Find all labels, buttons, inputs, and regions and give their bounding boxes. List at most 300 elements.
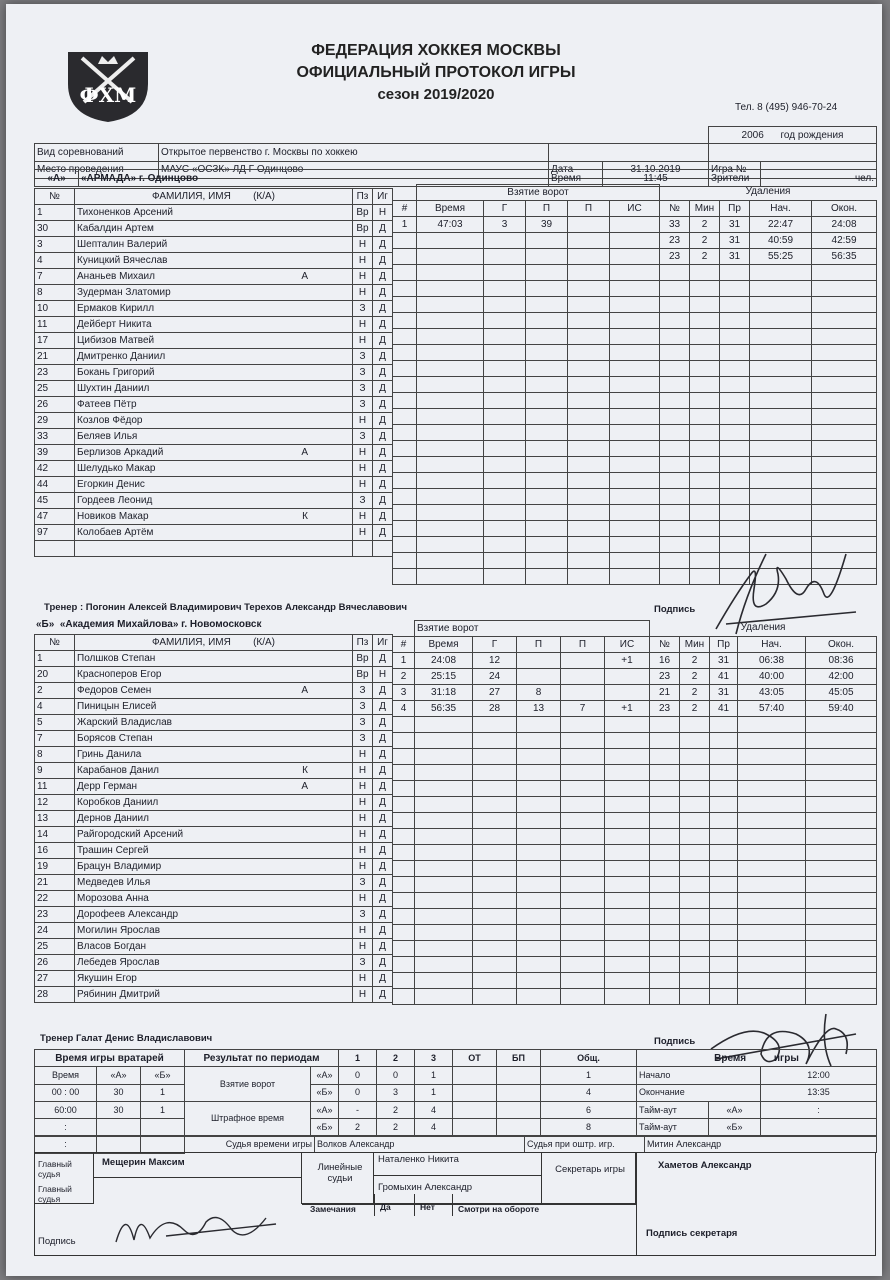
roster-row: [35, 795, 393, 811]
penalty-minutes: [690, 360, 720, 376]
player-name-text: Карабанов Данил: [77, 765, 160, 776]
player-position: Н: [353, 269, 373, 285]
goal-number: [393, 313, 417, 329]
roster-row: [35, 397, 393, 413]
goal-row: [393, 861, 650, 877]
player-position: Н: [353, 939, 373, 955]
goal-situation: [605, 685, 650, 701]
goal-assist-2: [568, 217, 610, 233]
penalty-end: [806, 764, 877, 780]
penalty-reason: 31: [710, 684, 738, 700]
player-name: [75, 683, 353, 699]
player-role: К: [302, 511, 308, 522]
goal-time: [417, 265, 484, 281]
goal-time: [415, 893, 473, 909]
penalty-reason: [720, 424, 750, 440]
goal-number: [393, 345, 417, 361]
penalty-minutes: [680, 908, 710, 924]
penalty-end: [812, 328, 877, 344]
penalty-minutes: 2: [690, 216, 720, 232]
penalty-minutes: 2: [680, 700, 710, 716]
goal-assist-1: [526, 377, 568, 393]
penalty-number: [660, 344, 690, 360]
player-name-text: Тихоненков Арсений: [77, 207, 173, 218]
goal-assist-1: [526, 393, 568, 409]
player-name-text: Шелудько Макар: [77, 463, 156, 474]
goal-number: [393, 957, 415, 973]
penalty-row: [650, 668, 877, 684]
player-name-text: Трашин Сергей: [77, 845, 149, 856]
goal-situation: [610, 217, 660, 233]
goal-assist-2: [568, 553, 610, 569]
player-number: 3: [35, 237, 75, 253]
goal-number: [393, 989, 415, 1005]
roster-row: [35, 923, 393, 939]
player-played: Д: [373, 891, 393, 907]
penalty-minutes: [680, 780, 710, 796]
goal-assist-2: [568, 489, 610, 505]
goal-number: [393, 973, 415, 989]
penalty-row: [650, 812, 877, 828]
penalty-minutes: 2: [690, 248, 720, 264]
penalty-end: [812, 488, 877, 504]
goal-assist-2: [561, 765, 605, 781]
player-role: К: [302, 765, 308, 776]
roster-row: [35, 907, 393, 923]
penalty-end: [812, 296, 877, 312]
period-2-col: 2: [377, 1050, 415, 1067]
player-position: Н: [353, 795, 373, 811]
goal-row: [393, 425, 660, 441]
player-name-text: Брацун Владимир: [77, 861, 162, 872]
penalty-row: [650, 988, 877, 1004]
player-position: Н: [353, 525, 373, 541]
goal-row: [393, 345, 660, 361]
season-title: сезон 2019/2020: [377, 86, 495, 103]
goal-number: [393, 765, 415, 781]
player-name: [75, 205, 353, 221]
goal-time: [417, 553, 484, 569]
penalty-row: [660, 344, 877, 360]
penalty-number: [650, 892, 680, 908]
player-name: [75, 667, 353, 683]
goal-scorer: [484, 329, 526, 345]
roster-row: [35, 461, 393, 477]
penalty-start: [738, 860, 806, 876]
penalty-end: 42:00: [806, 668, 877, 684]
penalty-number: [650, 876, 680, 892]
player-played: Н: [373, 667, 393, 683]
player-name: [75, 811, 353, 827]
penalty-reason: [710, 812, 738, 828]
col-position: Пз: [353, 189, 373, 205]
goal-scorer: [484, 281, 526, 297]
penalty-number: [660, 280, 690, 296]
goal-time: [417, 569, 484, 585]
penalty-minutes: [690, 504, 720, 520]
roster-row: [35, 445, 393, 461]
goal-assist-1: [517, 749, 561, 765]
penalty-start: [750, 424, 812, 440]
player-position: Н: [353, 747, 373, 763]
player-position: З: [353, 715, 373, 731]
player-position: З: [353, 349, 373, 365]
goal-assist-2: [568, 425, 610, 441]
team-a-roster: [34, 188, 393, 557]
player-name-text: Колобаев Артём: [77, 527, 154, 538]
player-played: Д: [373, 493, 393, 509]
goal-assist-2: [561, 653, 605, 669]
goal-assist-1: [517, 893, 561, 909]
goal-assist-1: [526, 569, 568, 585]
penalty-minutes: [680, 796, 710, 812]
goal-row: [393, 829, 650, 845]
player-name-text: Дерр Герман: [77, 781, 138, 792]
player-number: 24: [35, 923, 75, 939]
goal-scorer: [473, 813, 517, 829]
penalty-start: [750, 296, 812, 312]
player-played: Д: [373, 971, 393, 987]
goal-time: [415, 925, 473, 941]
penalty-row: [660, 264, 877, 280]
competition-value: Открытое первенство г. Москвы по хоккею: [159, 144, 549, 161]
penalty-row: [660, 280, 877, 296]
roster-row: [35, 939, 393, 955]
penalty-reason: 41: [710, 700, 738, 716]
goal-number: [393, 941, 415, 957]
penalty-end: [812, 344, 877, 360]
goal-assist-2: [561, 989, 605, 1005]
goal-time: [417, 457, 484, 473]
date-label: Дата: [549, 161, 603, 178]
penalty-start: [738, 940, 806, 956]
goal-time: 24:08: [415, 653, 473, 669]
roster-row: [35, 715, 393, 731]
goal-assist-2: [568, 393, 610, 409]
player-position: Н: [353, 987, 373, 1003]
goal-assist-2: [568, 297, 610, 313]
penalty-reason: [720, 488, 750, 504]
goal-assist-2: [568, 233, 610, 249]
team-b-signature-label: Подпись: [654, 1036, 696, 1047]
goal-scorer: [484, 345, 526, 361]
player-name-text: Егоркин Денис: [77, 479, 145, 490]
player-name: [75, 955, 353, 971]
penalty-end: [806, 860, 877, 876]
goal-situation: [610, 473, 660, 489]
player-name: [75, 317, 353, 333]
penalty-reason: [710, 940, 738, 956]
goal-assist-1: [526, 281, 568, 297]
goal-time: [415, 797, 473, 813]
roster-row: [35, 779, 393, 795]
team-a-coach: Тренер : Погонин Алексей Владимирович Терехов Александр Вячеславович: [44, 602, 407, 613]
goalie-time-row: [35, 1102, 185, 1119]
goal-assist-2: [568, 569, 610, 585]
col-pen-reason-b: Пр: [710, 636, 738, 652]
player-played: Д: [373, 651, 393, 667]
player-name: [75, 253, 353, 269]
penalty-start: 57:40: [738, 700, 806, 716]
goal-time: [417, 489, 484, 505]
penalty-number: [650, 988, 680, 1004]
penalty-row: [660, 248, 877, 264]
goal-situation: [610, 409, 660, 425]
penalty-number: [660, 488, 690, 504]
player-name-text: Красноперов Егор: [77, 669, 162, 680]
goal-assist-1: [526, 457, 568, 473]
player-role: А: [301, 781, 308, 792]
player-position: Н: [353, 253, 373, 269]
goal-situation: [605, 765, 650, 781]
player-number: 21: [35, 875, 75, 891]
player-name-text: Шухтин Даниил: [77, 383, 150, 394]
penalty-number: [650, 860, 680, 876]
player-played: Д: [373, 763, 393, 779]
goal-row: [393, 313, 660, 329]
penalty-end: [812, 424, 877, 440]
player-number: 1: [35, 651, 75, 667]
penalty-start: [738, 828, 806, 844]
player-name: [75, 509, 353, 525]
period-total-col: Общ.: [541, 1050, 637, 1067]
pim-b-p1: 2: [339, 1119, 377, 1136]
col-pen-end-b: Окон.: [806, 636, 877, 652]
goal-scorer: [473, 989, 517, 1005]
player-name-text: Борясов Степан: [77, 733, 153, 744]
goal-number: [393, 893, 415, 909]
penalty-start: [738, 780, 806, 796]
player-name: [75, 429, 353, 445]
goals-row-label: Взятие ворот: [185, 1067, 311, 1102]
goal-time: [415, 941, 473, 957]
goal-row: [393, 377, 660, 393]
goalie-time-row: [35, 1084, 185, 1101]
player-position: Н: [353, 285, 373, 301]
goal-assist-2: [568, 505, 610, 521]
player-name: [75, 651, 353, 667]
penalty-reason: [720, 360, 750, 376]
player-number: 33: [35, 429, 75, 445]
penalty-number: [660, 552, 690, 568]
goal-assist-2: [561, 829, 605, 845]
goal-row: [393, 537, 660, 553]
col-goal-number-b: #: [393, 637, 415, 653]
goal-situation: [610, 569, 660, 585]
goal-row: [393, 441, 660, 457]
penalty-number: [660, 520, 690, 536]
col-name: ФАМИЛИЯ, ИМЯ (К/А): [75, 189, 353, 205]
penalty-minutes: [690, 296, 720, 312]
penalty-minutes: [690, 344, 720, 360]
goal-scorer: [484, 409, 526, 425]
penalty-row: [650, 972, 877, 988]
col-assist-1-b: П: [517, 637, 561, 653]
player-name: [75, 859, 353, 875]
penalty-minutes: 2: [680, 684, 710, 700]
pim-a-p1: -: [339, 1102, 377, 1119]
player-position: З: [353, 731, 373, 747]
player-position: Н: [353, 477, 373, 493]
player-position: Вр: [353, 221, 373, 237]
period-so-col: БП: [497, 1050, 541, 1067]
goal-row: [393, 973, 650, 989]
penalty-end: 08:36: [806, 652, 877, 668]
penalty-row: [650, 876, 877, 892]
player-name: [75, 397, 353, 413]
goals-a-p2: 0: [377, 1067, 415, 1084]
pim-b-total: 8: [541, 1119, 637, 1136]
goals-b-p3: 1: [415, 1084, 453, 1101]
player-number: 2: [35, 683, 75, 699]
player-name: [75, 891, 353, 907]
player-name: [75, 477, 353, 493]
penalty-number: [650, 812, 680, 828]
roster-row: [35, 859, 393, 875]
pim-a-p3: 4: [415, 1102, 453, 1119]
timeout-a-team: «А»: [709, 1102, 761, 1119]
penalty-number: [650, 972, 680, 988]
player-number: 26: [35, 397, 75, 413]
goal-situation: [605, 733, 650, 749]
penalty-start: [750, 344, 812, 360]
penalty-number: [650, 732, 680, 748]
player-position: Н: [353, 461, 373, 477]
goal-time: [415, 861, 473, 877]
player-name-text: Власов Богдан: [77, 941, 147, 952]
penalty-minutes: [680, 988, 710, 1004]
penalty-number: [650, 748, 680, 764]
pim-b-p3: 4: [415, 1119, 453, 1136]
goal-time: [415, 813, 473, 829]
col-pen-start: Нач.: [750, 200, 812, 216]
team-b-coach: Тренер Галат Денис Владиславович: [40, 1033, 213, 1044]
goal-assist-1: [517, 797, 561, 813]
goal-situation: [610, 249, 660, 265]
goal-assist-1: [526, 233, 568, 249]
penalty-end: [812, 280, 877, 296]
player-played: Д: [373, 285, 393, 301]
goals-b-p1: 0: [339, 1084, 377, 1101]
goal-number: [393, 845, 415, 861]
main-ref-name-1: Мещерин Максим: [102, 1157, 185, 1168]
player-played: Д: [373, 843, 393, 859]
goals-a-total: 1: [541, 1067, 637, 1084]
player-name-text: Морозова Анна: [77, 893, 149, 904]
roster-row: [35, 987, 393, 1003]
penalty-number: [660, 472, 690, 488]
penalty-judge-name: Митин Александр: [645, 1136, 877, 1153]
goal-scorer: [473, 877, 517, 893]
player-number: 42: [35, 461, 75, 477]
penalty-number: 23: [650, 668, 680, 684]
roster-row: [35, 429, 393, 445]
goal-number: [393, 781, 415, 797]
goal-assist-2: [561, 685, 605, 701]
player-name: [75, 699, 353, 715]
goal-assist-2: [568, 521, 610, 537]
player-name-text: Якушин Егор: [77, 973, 137, 984]
penalty-number: 21: [650, 684, 680, 700]
goal-assist-1: [526, 553, 568, 569]
player-played: Д: [373, 747, 393, 763]
goal-number: [393, 473, 417, 489]
goal-assist-1: [517, 669, 561, 685]
penalty-row: [660, 424, 877, 440]
goal-assist-2: [568, 313, 610, 329]
penalty-row: [660, 504, 877, 520]
penalty-minutes: [690, 456, 720, 472]
penalty-minutes: [690, 264, 720, 280]
player-name: [75, 221, 353, 237]
penalty-minutes: [690, 328, 720, 344]
goal-number: [393, 877, 415, 893]
main-ref-label-1: Главный судья: [38, 1159, 72, 1179]
player-number: 23: [35, 907, 75, 923]
goal-time: [417, 361, 484, 377]
goal-assist-2: [568, 249, 610, 265]
goal-assist-1: [517, 765, 561, 781]
player-position: З: [353, 907, 373, 923]
penalty-start: [750, 280, 812, 296]
pim-team-b-label: «Б»: [311, 1119, 339, 1136]
goal-assist-1: [517, 813, 561, 829]
penalty-reason: [720, 328, 750, 344]
player-name: [75, 971, 353, 987]
goal-scorer: [484, 457, 526, 473]
player-number: 29: [35, 413, 75, 429]
player-number: 20: [35, 667, 75, 683]
penalty-minutes: [690, 488, 720, 504]
goal-assist-1: [517, 829, 561, 845]
penalty-start: [738, 956, 806, 972]
penalty-start: [738, 812, 806, 828]
goal-time: 47:03: [417, 217, 484, 233]
goal-time: [417, 313, 484, 329]
goal-assist-2: [561, 893, 605, 909]
penalty-reason: [720, 440, 750, 456]
penalty-reason: [720, 504, 750, 520]
player-name: [75, 381, 353, 397]
time-label: Время: [549, 170, 603, 187]
penalty-minutes: [690, 376, 720, 392]
player-number: 27: [35, 971, 75, 987]
penalty-end: [812, 392, 877, 408]
player-played: Д: [373, 365, 393, 381]
penalty-number: 23: [660, 248, 690, 264]
player-position: Вр: [353, 205, 373, 221]
player-number: 47: [35, 509, 75, 525]
penalty-row: [660, 392, 877, 408]
goalie-time-col: Время: [35, 1067, 97, 1084]
player-number: 4: [35, 253, 75, 269]
penalty-number: 33: [660, 216, 690, 232]
penalty-start: [750, 312, 812, 328]
penalty-start: [738, 748, 806, 764]
player-name-text: Коробков Даниил: [77, 797, 159, 808]
player-name: [75, 461, 353, 477]
penalty-end: [812, 360, 877, 376]
secretary-sign-label: Подпись секретаря: [646, 1228, 738, 1239]
roster-row: [35, 413, 393, 429]
penalty-start: [738, 732, 806, 748]
player-number: 39: [35, 445, 75, 461]
player-number: 13: [35, 811, 75, 827]
roster-row: [35, 731, 393, 747]
goal-assist-2: [568, 457, 610, 473]
player-position: З: [353, 955, 373, 971]
col-goal-time-b: Время: [415, 637, 473, 653]
